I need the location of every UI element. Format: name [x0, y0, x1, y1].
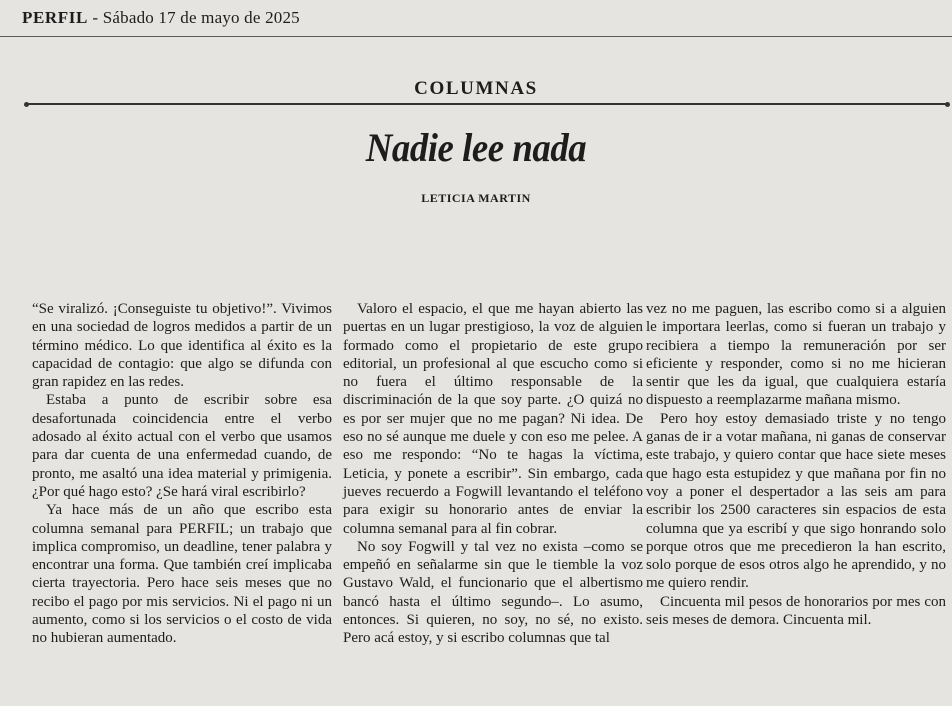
- article-title: Nadie lee nada: [365, 125, 587, 170]
- issue-date: Sábado 17 de mayo de 2025: [102, 8, 300, 27]
- section-rule: [26, 103, 948, 105]
- paragraph: Estaba a punto de escribir sobre esa desafortunada coincidencia entre el verbo adosado al éxito actual con el verbo que usamos para dar cuenta de una enfermedad cuando, de pronto, me asaltó una idea material y primigenia. ¿Por qué hago esto? ¿Se hará viral escribirlo?: [32, 392, 332, 500]
- rule-dot-left: [24, 102, 29, 107]
- newspaper-name: PERFIL: [22, 8, 88, 27]
- paragraph: Pero hoy estoy demasiado triste y no tengo ganas de ir a votar mañana, ni ganas de conservar este trabajo, y quiero contar que hace siete meses que hago esta estupidez y que mañana por fin no voy a poner el despertador a las seis am para escribir los 2500 caracteres sin espacios de esta columna que ya escribí y que sigo honrando solo porque otros que me precedieron la han escrito, solo porque de esos otros algo he aprendido, y no me quiero rendir.: [646, 410, 946, 592]
- newspaper-header: [22, 8, 300, 28]
- article-column-2: [343, 300, 643, 648]
- rule-dot-right: [945, 102, 950, 107]
- article-byline: LETICIA MARTIN: [421, 191, 531, 205]
- paragraph: No soy Fogwill y tal vez no exista –como se empeñó en señalarme sin que le tiemble la voz Gustavo Wald, el funcionario que el albertismo bancó hasta el último segundo–. Lo asumo, entonces. Si quieren, no soy, no sé, no existo. Pero acá estoy, y si escribo columnas que tal: [343, 538, 643, 647]
- article-column-3: [646, 300, 946, 629]
- section-label: COLUMNAS: [414, 78, 538, 99]
- paragraph: vez no me paguen, las escribo como si a alguien le importara leerlas, como si fueran un trabajo y recibiera a tiempo la remuneración por ser eficiente y responder, como si no me hicieran sentir que les da igual, que cualquiera estaría dispuesto a reemplazarme mañana mismo.: [646, 301, 946, 409]
- header-rule: [0, 36, 952, 37]
- paragraph: Valoro el espacio, el que me hayan abierto las puertas en un lugar prestigioso, la voz de alguien formado como el propietario de este grupo editorial, un profesional al que escucho como si no fuera el último responsable de la discriminación de la que soy parte. ¿O quizá no es por ser mujer que no me pagan? Ni idea. De eso no sé aunque me duele y con eso me pelee. A eso me respondo: “No te hagas la víctima, Leticia, y ponete a escribir”. Sin embargo, cada jueves recuerdo a Fogwill levantando el teléfono para exigir su honorario antes de enviar la columna semanal para al fin cobrar.: [343, 301, 643, 537]
- paragraph: “Se viralizó. ¡Conseguiste tu objetivo!”. Vivimos en una sociedad de logros medidos a partir de un término médico. Lo que identifica al éxito es la capacidad de contagio: que algo se difunda con gran rapidez en las redes.: [32, 301, 332, 391]
- paragraph: Ya hace más de un año que escribo esta columna semanal para PERFIL; un trabajo que implica compromiso, un deadline, tener palabra y encontrar una forma. Que también creí implicaba cierta trayectoria. Pero hace seis meses que no recibo el pago por mis servicios. Ni el pago ni un aumento, como si los servicios o el costo de vida no hubieran aumentado.: [32, 502, 332, 647]
- article-column-1: [32, 300, 332, 648]
- header-separator: -: [87, 8, 103, 27]
- paragraph: Cincuenta mil pesos de honorarios por mes con seis meses de demora. Cincuenta mil.: [646, 593, 946, 629]
